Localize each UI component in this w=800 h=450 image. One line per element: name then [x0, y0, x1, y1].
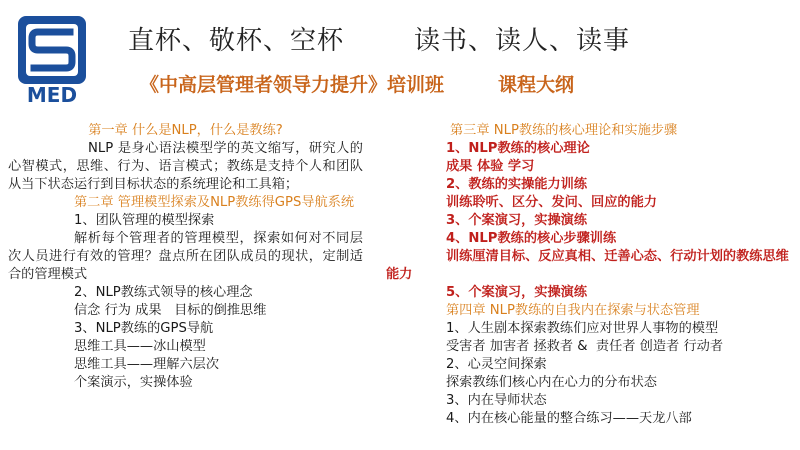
ch2-item-1-body: 解析每个管理者的管理模型，探索如何对不同层次人员进行有效的管理？盘点所在团队成员的现状，定制适合的管理模式 — [8, 231, 363, 282]
ch4-item-3: 3、内在导师状态 — [446, 393, 547, 408]
ch3-item-4: 4、NLP教练的核心步骤训练 — [446, 231, 617, 246]
ch4-item-1: 1、人生剧本探索教练们应对世界人事物的模型 — [446, 321, 719, 336]
logo-text: MED — [26, 83, 78, 106]
ch2-item-1: 1、团队管理的模型探索 — [74, 213, 215, 228]
course-title-text: 《中高层管理者领导力提升》培训班 — [140, 74, 445, 96]
ch2-item-2: 2、NLP教练式领导的核心理念 — [74, 285, 253, 300]
ch4-item-2: 2、心灵空间探索 — [446, 357, 547, 372]
slogan — [128, 20, 630, 57]
ch3-item-3: 3、个案演习，实操演练 — [446, 213, 588, 228]
course-outline-label: 课程大纲 — [498, 74, 575, 96]
company-logo — [16, 14, 88, 106]
chapter-2-heading: 第二章 管理模型探索及NLP教练得GPS导航系统 — [74, 195, 355, 210]
slogan-left: 直杯、敬杯、空杯 — [128, 26, 345, 56]
ch4-item-4: 4、内在核心能量的整合练习——天龙八部 — [446, 411, 692, 426]
ch4-item-2-sub: 探索教练们核心内在心力的分布状态 — [446, 375, 657, 390]
slogan-right: 读书、读人、读事 — [414, 26, 631, 56]
chapter-4-heading: 第四章 NLP教练的自我内在探索与状态管理 — [446, 303, 700, 318]
left-column — [8, 122, 363, 392]
ch2-item-3: 3、NLP教练的GPS导航 — [74, 321, 214, 336]
chapter-3-heading: 第三章 NLP教练的核心理论和实施步骤 — [450, 123, 678, 138]
ch3-item-1-sub: 成果 体验 学习 — [446, 159, 535, 174]
chapter-1-body: NLP 是身心语法模型学的英文缩写，研究人的心智模式，思维、行为、语言模式；教练是支持个人和团队从当下状态运行到目标状态的系统理论和工具箱； — [8, 141, 363, 192]
ch4-item-1-sub: 受害者 加害者 拯救者 & 责任者 创造者 行动者 — [446, 339, 724, 354]
ch2-item-3-sub-1: 思维工具——冰山模型 — [74, 339, 206, 354]
right-column — [386, 122, 796, 428]
ch2-item-2-sub: 信念 行为 成果 目标的倒推思维 — [74, 303, 267, 318]
ch3-item-4-sub: 训练厘清目标、反应真相、迁善心态、行动计划的教练思维能力 — [386, 249, 789, 282]
ch3-item-5: 5、个案演习，实操演练 — [446, 285, 588, 300]
ch2-item-3-sub-2: 思维工具——理解六层次 — [74, 357, 220, 372]
course-title — [140, 70, 574, 97]
ch3-item-2: 2、教练的实操能力训练 — [446, 177, 588, 192]
ch3-item-2-sub: 训练聆听、区分、发问、回应的能力 — [446, 195, 657, 210]
ch2-item-3-sub-3: 个案演示，实操体验 — [74, 375, 193, 390]
ch3-item-1: 1、NLP教练的核心理论 — [446, 141, 590, 156]
chapter-1-heading: 第一章 什么是NLP，什么是教练? — [88, 123, 283, 138]
